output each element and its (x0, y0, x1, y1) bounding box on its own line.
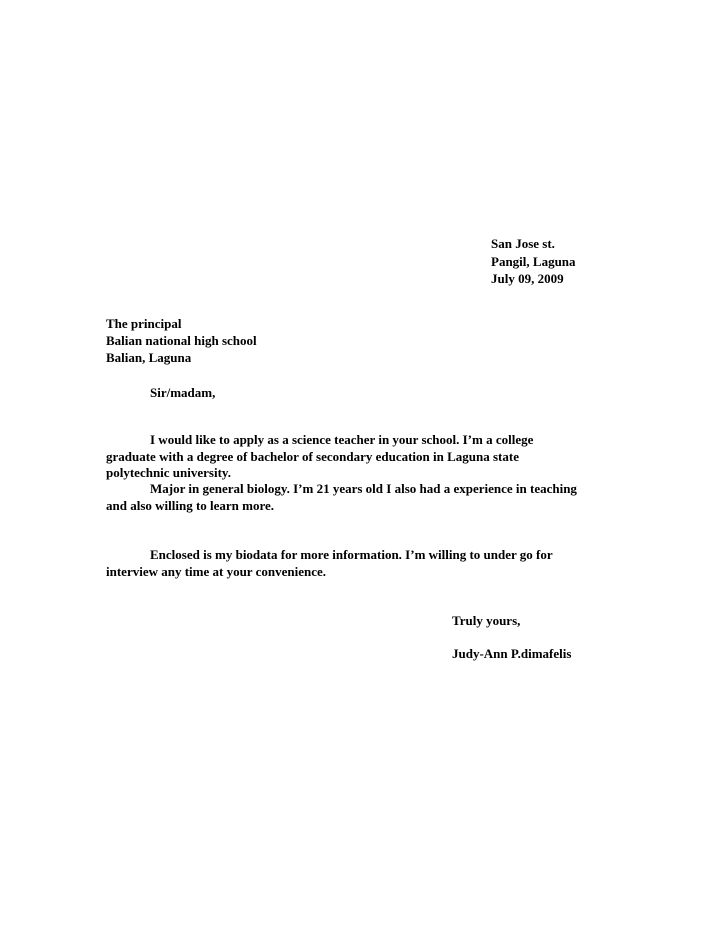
paragraph-line: and also willing to learn more. (106, 498, 275, 513)
paragraph-line: graduate with a degree of bachelor of secondary education in Laguna state (106, 449, 519, 464)
paragraph-line: polytechnic university. (106, 465, 231, 480)
paragraph-line: I would like to apply as a science teacher in your school. I’m a college (150, 432, 534, 447)
signature-name: Judy-Ann P.dimafelis (452, 646, 572, 661)
sender-city: Pangil, Laguna (491, 254, 576, 269)
letter-date: July 09, 2009 (491, 271, 564, 286)
paragraph-line: Enclosed is my biodata for more information. I’m willing to under go for (150, 547, 553, 562)
recipient-title: The principal (106, 316, 182, 331)
paragraph-line: Major in general biology. I’m 21 years old I also had a experience in teaching (150, 481, 577, 496)
paragraph-line: interview any time at your convenience. (106, 564, 326, 579)
closing: Truly yours, (452, 613, 521, 628)
sender-street: San Jose st. (491, 236, 555, 251)
salutation: Sir/madam, (150, 385, 216, 400)
recipient-location: Balian, Laguna (106, 350, 192, 365)
recipient-school: Balian national high school (106, 333, 257, 348)
